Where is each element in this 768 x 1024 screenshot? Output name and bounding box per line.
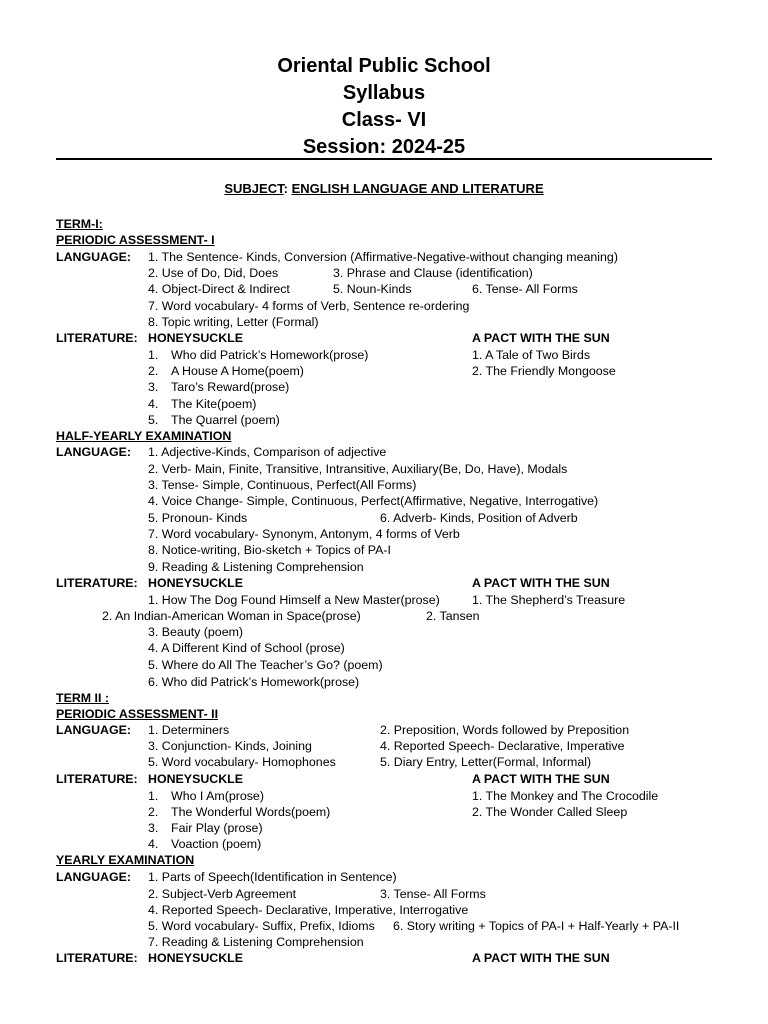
pa1-lang-item: 2. Use of Do, Did, Does xyxy=(148,266,279,280)
pa2-lang-item: 1. Determiners xyxy=(148,723,230,737)
subject-colon: : xyxy=(283,181,292,196)
pa2-pact-heading: A PACT WITH THE SUN xyxy=(472,772,610,786)
pa1-lang-item: 7. Word vocabulary- 4 forms of Verb, Sentence re-ordering xyxy=(148,299,470,313)
pa2-lang-item: 4. Reported Speech- Declarative, Imperative xyxy=(380,739,625,753)
term1-title: TERM-I: xyxy=(56,217,103,231)
class-title: Class- VI xyxy=(341,109,427,131)
pa1-lang-item: 8. Topic writing, Letter (Formal) xyxy=(148,315,319,329)
hy-literature-label: LITERATURE: xyxy=(56,576,138,590)
pa2-honeysuckle-heading: HONEYSUCKLE xyxy=(148,772,244,786)
hy-lang-item: 3. Tense- Simple, Continuous, Perfect(All Forms) xyxy=(148,478,417,492)
pa1-honeysuckle-item: 1. Who did Patrick’s Homework(prose) xyxy=(148,348,369,362)
document-title: Syllabus xyxy=(342,82,426,104)
pa1-honeysuckle-item: 2. A House A Home(poem) xyxy=(148,364,304,378)
yearly-title: YEARLY EXAMINATION xyxy=(56,853,195,867)
pa1-honeysuckle-item: 4. The Kite(poem) xyxy=(148,397,257,411)
yearly-lang-item: 3. Tense- All Forms xyxy=(380,887,486,901)
pa1-lang-item: 5. Noun-Kinds xyxy=(333,282,412,296)
pa2-honeysuckle-item: 2. The Wonderful Words(poem) xyxy=(148,805,331,819)
pa1-lang-item: 4. Object-Direct & Indirect xyxy=(148,282,290,296)
yearly-honeysuckle-heading: HONEYSUCKLE xyxy=(148,951,244,965)
header-divider xyxy=(56,158,712,160)
hy-lang-item: 5. Pronoun- Kinds xyxy=(148,511,248,525)
school-name: Oriental Public School xyxy=(277,55,491,77)
hy-lang-item: 8. Notice-writing, Bio-sketch + Topics of PA-I xyxy=(148,543,391,557)
hy-honeysuckle-item: 4. A Different Kind of School (prose) xyxy=(148,641,345,655)
hy-honeysuckle-item: 2. An Indian-American Woman in Space(prose) xyxy=(102,609,361,623)
pa1-language-label: LANGUAGE: xyxy=(56,250,132,264)
pa1-honeysuckle-heading: HONEYSUCKLE xyxy=(148,331,244,345)
hy-lang-item: 2. Verb- Main, Finite, Transitive, Intransitive, Auxiliary(Be, Do, Have), Modals xyxy=(148,462,568,476)
subject-label: SUBJECT xyxy=(224,181,284,196)
yearly-lang-item: 4. Reported Speech- Declarative, Imperative, Interrogative xyxy=(148,903,469,917)
pa1-title: PERIODIC ASSESSMENT- I xyxy=(56,233,215,247)
yearly-lang-item: 7. Reading & Listening Comprehension xyxy=(148,935,364,949)
hy-language-label: LANGUAGE: xyxy=(56,445,132,459)
pa1-pact-heading: A PACT WITH THE SUN xyxy=(472,331,610,345)
hy-lang-item: 7. Word vocabulary- Synonym, Antonym, 4 forms of Verb xyxy=(148,527,460,541)
yearly-lang-item: 1. Parts of Speech(Identification in Sentence) xyxy=(148,870,397,884)
yearly-language-label: LANGUAGE: xyxy=(56,870,132,884)
term2-title: TERM II : xyxy=(56,691,109,705)
hy-lang-item: 1. Adjective-Kinds, Comparison of adjective xyxy=(148,445,387,459)
pa2-lang-item: 5. Word vocabulary- Homophones xyxy=(148,755,336,769)
pa2-lang-item: 2. Preposition, Words followed by Preposition xyxy=(380,723,630,737)
pa2-pact-item: 2. The Wonder Called Sleep xyxy=(472,805,628,819)
hy-lang-item: 4. Voice Change- Simple, Continuous, Perfect(Affirmative, Negative, Interrogative) xyxy=(148,494,599,508)
pa2-honeysuckle-item: 3. Fair Play (prose) xyxy=(148,821,263,835)
pa1-lang-item: 3. Phrase and Clause (identification) xyxy=(333,266,533,280)
hy-lang-item: 6. Adverb- Kinds, Position of Adverb xyxy=(380,511,578,525)
hy-lang-item: 9. Reading & Listening Comprehension xyxy=(148,560,364,574)
yearly-literature-label: LITERATURE: xyxy=(56,951,138,965)
hy-honeysuckle-item: 3. Beauty (poem) xyxy=(148,625,244,639)
hy-honeysuckle-heading: HONEYSUCKLE xyxy=(148,576,244,590)
pa1-literature-label: LITERATURE: xyxy=(56,331,138,345)
pa1-pact-item: 1. A Tale of Two Birds xyxy=(472,348,591,362)
pa1-lang-item: 6. Tense- All Forms xyxy=(472,282,578,296)
hy-pact-heading: A PACT WITH THE SUN xyxy=(472,576,610,590)
pa2-title: PERIODIC ASSESSMENT- II xyxy=(56,707,219,721)
hy-pact-item: 1. The Shepherd’s Treasure xyxy=(472,593,626,607)
pa1-lang-item: 1. The Sentence- Kinds, Conversion (Affirmative-Negative-without changing meaning) xyxy=(148,250,618,264)
pa2-lang-item: 3. Conjunction- Kinds, Joining xyxy=(148,739,312,753)
subject-name: ENGLISH LANGUAGE AND LITERATURE xyxy=(291,181,544,196)
pa2-lang-item: 5. Diary Entry, Letter(Formal, Informal) xyxy=(380,755,592,769)
hy-honeysuckle-item: 1. How The Dog Found Himself a New Master(prose) xyxy=(148,593,440,607)
yearly-lang-item: 6. Story writing + Topics of PA-I + Half-Yearly + PA-II xyxy=(393,919,680,933)
half-yearly-title: HALF-YEARLY EXAMINATION xyxy=(56,429,232,443)
pa2-pact-item: 1. The Monkey and The Crocodile xyxy=(472,789,659,803)
pa2-literature-label: LITERATURE: xyxy=(56,772,138,786)
hy-pact-item: 2. Tansen xyxy=(426,609,480,623)
hy-honeysuckle-item: 6. Who did Patrick’s Homework(prose) xyxy=(148,675,360,689)
hy-honeysuckle-item: 5. Where do All The Teacher’s Go? (poem) xyxy=(148,658,383,672)
pa1-honeysuckle-item: 5. The Quarrel (poem) xyxy=(148,413,280,427)
pa2-honeysuckle-item: 1. Who I Am(prose) xyxy=(148,789,264,803)
pa1-honeysuckle-item: 3. Taro’s Reward(prose) xyxy=(148,380,290,394)
yearly-pact-heading: A PACT WITH THE SUN xyxy=(472,951,610,965)
pa1-pact-item: 2. The Friendly Mongoose xyxy=(472,364,616,378)
yearly-lang-item: 5. Word vocabulary- Suffix, Prefix, Idioms xyxy=(148,919,375,933)
pa2-language-label: LANGUAGE: xyxy=(56,723,132,737)
pa2-honeysuckle-item: 4. Voaction (poem) xyxy=(148,837,262,851)
yearly-lang-item: 2. Subject-Verb Agreement xyxy=(148,887,297,901)
subject-heading xyxy=(0,180,768,197)
session-title: Session: 2024-25 xyxy=(302,136,466,158)
